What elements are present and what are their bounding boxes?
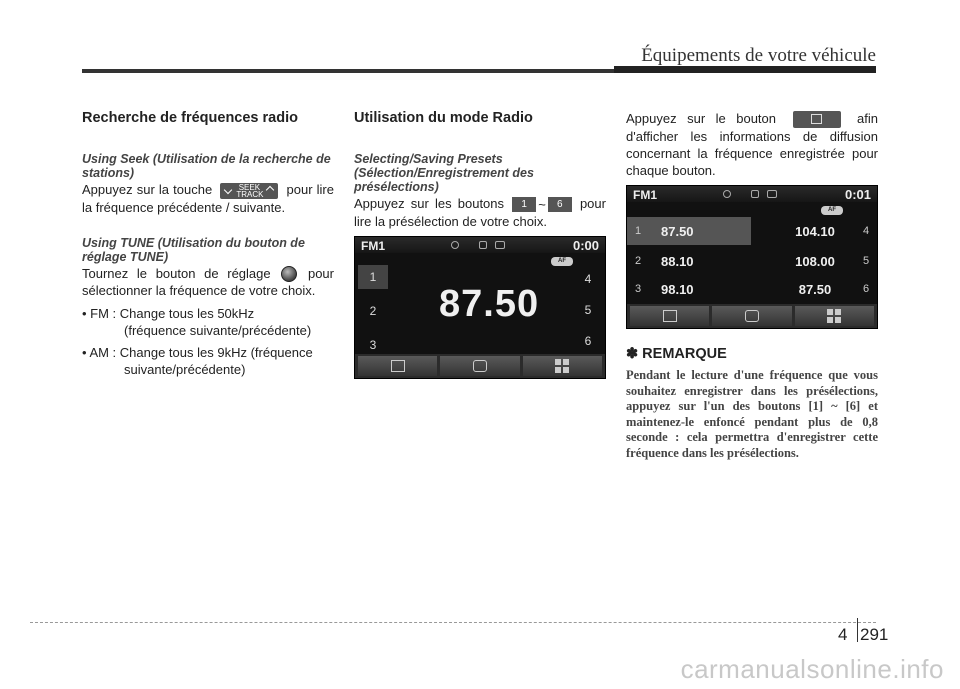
tilde: ~ <box>538 197 546 213</box>
seek-label: SEEK <box>238 182 261 192</box>
seek-text-b: pour lire la fréquence précédente / suivante. <box>82 182 334 215</box>
softkey-scan <box>712 306 791 326</box>
bullet-fm-line1: • FM : Change tous les 50kHz <box>82 306 255 322</box>
preset-key-3: 3 <box>369 338 377 352</box>
bullet-am-line1: • AM : Change tous les 9kHz (fréquence <box>82 345 313 361</box>
screen-softkeys <box>355 354 605 378</box>
tune-text-a: Tournez le bouton de réglage <box>82 265 271 281</box>
info-text-a: Appuyez sur le bouton <box>626 111 777 126</box>
device-icon <box>495 241 505 249</box>
note-body: Pendant le lecture d'une fréquence que vous souhaitez enregistrer dans les présélections, appuyez sur l'un des boutons [1] ~ [6] et maintenez-le enfoncé pendant plus de 0,8 seconde : cela permettra d'enregistrer cette fréquence dans les présélections. <box>626 368 878 460</box>
preset-row-3 <box>627 275 751 303</box>
footer-divider <box>857 618 858 642</box>
rds-icon <box>723 190 731 198</box>
seek-paragraph <box>82 181 334 216</box>
af-badge: AF <box>551 257 573 266</box>
softkey-scan <box>440 356 519 376</box>
screen-status-bar <box>627 186 877 202</box>
info-icon <box>663 310 677 322</box>
info-button-icon <box>793 111 841 128</box>
footer-rule <box>30 622 876 623</box>
preset-row-2 <box>627 247 751 275</box>
preset-number: 5 <box>862 255 870 267</box>
tune-paragraph <box>82 265 334 300</box>
grid-icon <box>555 359 569 373</box>
subheading-presets: Selecting/Saving Presets (Sélection/Enregistrement des présélections) <box>354 152 534 194</box>
preset-key-2: 2 <box>369 304 377 318</box>
scan-icon <box>745 310 759 322</box>
preset-row-4 <box>753 217 877 245</box>
band-label: FM1 <box>361 239 385 253</box>
chapter-number: 4 <box>838 625 848 644</box>
presets-text-b: pour lire la présélection de votre choix. <box>354 196 606 230</box>
preset-key-1: 1 <box>358 265 388 289</box>
preset-row-6 <box>753 275 877 303</box>
current-frequency: 87.50 <box>439 283 540 325</box>
screen-softkeys <box>627 304 877 328</box>
info-icon <box>391 360 405 372</box>
preset-frequency: 87.50 <box>798 281 832 297</box>
tune-text-b: pour sélectionner la fréquence de votre choix. <box>82 265 334 299</box>
tune-knob-icon <box>281 266 297 282</box>
preset-number: 1 <box>634 225 642 237</box>
clock: 0:01 <box>844 187 871 202</box>
radio-screen-main <box>354 236 606 379</box>
grid-icon <box>827 309 841 323</box>
preset-row-1 <box>627 217 751 245</box>
note-box <box>626 332 878 461</box>
softkey-list <box>795 306 874 326</box>
rds-icon <box>451 241 459 249</box>
right-presets <box>577 272 599 348</box>
band-label: FM1 <box>633 188 657 202</box>
bullet-fm-line2: (fréquence suivante/précédente) <box>124 323 312 339</box>
page-header-title: Équipements de votre véhicule <box>641 45 876 66</box>
af-badge: AF <box>821 206 843 215</box>
seek-track-button-icon <box>220 183 278 199</box>
preset-frequency: 108.00 <box>795 253 835 269</box>
softkey-list <box>523 356 602 376</box>
info-text-b: afin d'afficher les informations de diffusion concernant la fréquence enregistrée pour chaque bouton. <box>626 111 878 179</box>
preset-frequency: 98.10 <box>661 281 694 297</box>
usb-icon <box>751 190 759 198</box>
usb-icon <box>479 241 487 249</box>
column-1 <box>82 110 334 383</box>
column-2 <box>354 110 606 250</box>
preset-6-button-icon: 6 <box>548 197 572 212</box>
section-heading-radio-search: Recherche de fréquences radio <box>82 110 298 126</box>
softkey-info <box>630 306 709 326</box>
section-heading-radio-mode: Utilisation du mode Radio <box>354 110 533 126</box>
presets-text-a: Appuyez sur les boutons <box>354 196 505 211</box>
seek-text-a: Appuyez sur la touche <box>82 182 213 197</box>
preset-frequency: 104.10 <box>795 223 835 239</box>
preset-number: 2 <box>634 255 642 267</box>
subheading-seek: Using Seek (Utilisation de la recherche de stations) <box>82 152 331 180</box>
clock: 0:00 <box>572 238 599 253</box>
screen-status-bar <box>355 237 605 253</box>
note-title: ✽ REMARQUE <box>626 346 727 362</box>
preset-key-6: 6 <box>584 334 592 348</box>
preset-key-4: 4 <box>584 272 592 286</box>
bullet-fm <box>82 305 334 339</box>
left-presets <box>358 265 388 357</box>
radio-screen-preset-list <box>626 185 878 329</box>
preset-1-button-icon: 1 <box>512 197 536 212</box>
scan-icon <box>473 360 487 372</box>
presets-paragraph <box>354 195 606 230</box>
info-paragraph <box>626 110 878 179</box>
preset-row-5 <box>753 247 877 275</box>
subheading-tune: Using TUNE (Utilisation du bouton de réglage TUNE) <box>82 235 305 264</box>
preset-number: 6 <box>862 283 870 295</box>
watermark: carmanualsonline.info <box>680 654 944 684</box>
bullet-am-line2: suivante/précédente) <box>124 362 246 378</box>
preset-number: 3 <box>634 283 642 295</box>
page-number: 291 <box>860 625 889 644</box>
device-icon <box>767 190 777 198</box>
header-rule-accent <box>614 66 876 73</box>
preset-frequency: 87.50 <box>661 223 694 239</box>
preset-frequency: 88.10 <box>661 253 694 269</box>
track-label: TRACK <box>236 189 264 199</box>
softkey-info <box>358 356 437 376</box>
bullet-am <box>82 344 334 378</box>
preset-key-5: 5 <box>584 303 592 317</box>
preset-number: 4 <box>862 225 870 237</box>
